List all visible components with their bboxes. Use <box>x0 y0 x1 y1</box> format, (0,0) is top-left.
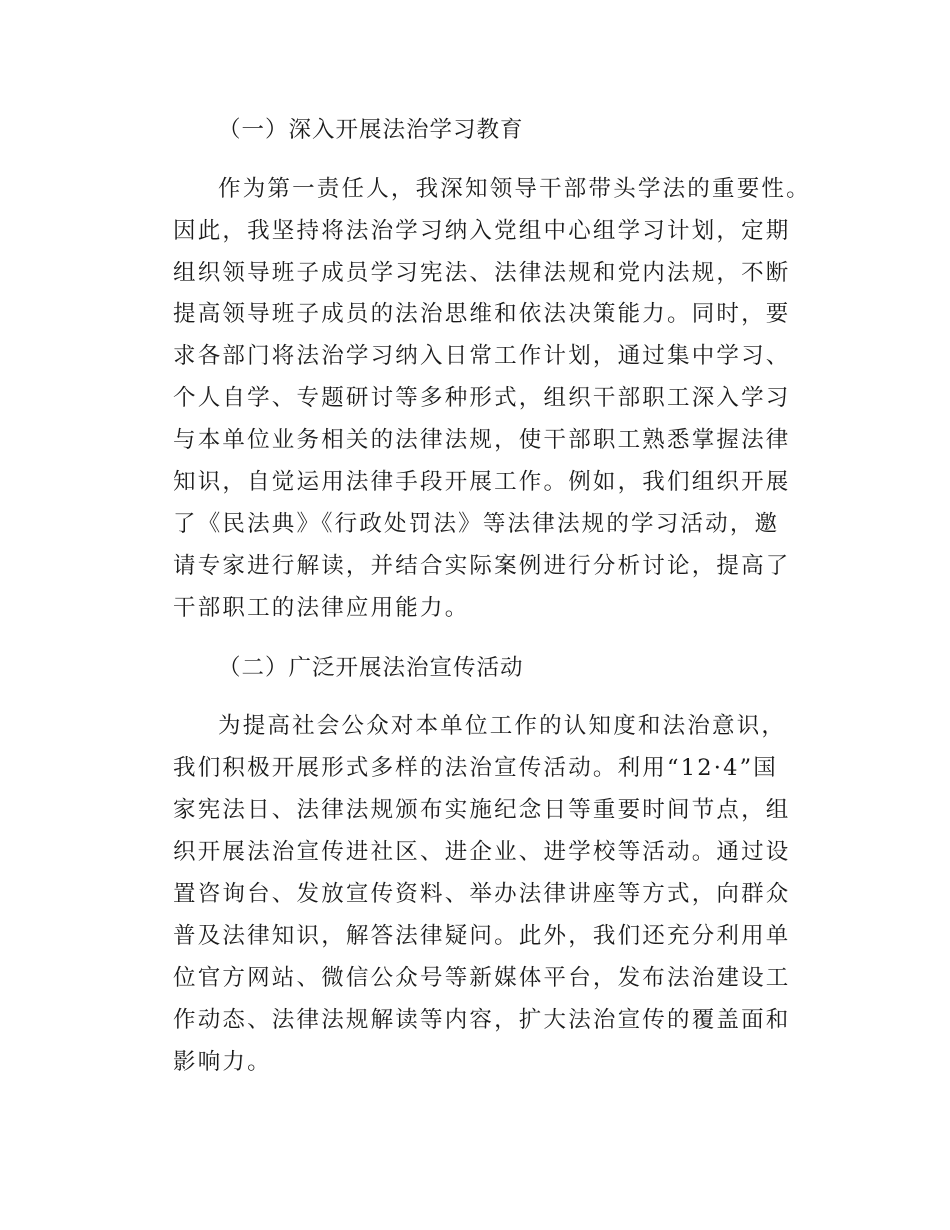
section-1-line-6: 个人自学、专题研讨等多种形式，组织干部职工深入学习 <box>173 385 791 411</box>
section-1-line-7: 与本单位业务相关的法律法规，使干部职工熟悉掌握法律 <box>173 427 791 453</box>
section-1-line-2: 因此，我坚持将法治学习纳入党组中心组学习计划，定期 <box>173 218 791 244</box>
section-1-line-3: 组织领导班子成员学习宪法、法律法规和党内法规，不断 <box>173 260 791 286</box>
section-2-line-8: 作动态、法律法规解读等内容，扩大法治宣传的覆盖面和 <box>173 1007 791 1033</box>
section-1-line-1: 作为第一责任人，我深知领导干部带头学法的重要性。 <box>218 176 811 202</box>
section-1-line-4: 提高领导班子成员的法治思维和依法决策能力。同时，要 <box>173 301 791 327</box>
section-2-line-1: 为提高社会公众对本单位工作的认知度和法治意识， <box>218 713 787 739</box>
section-2-line-7: 位官方网站、微信公众号等新媒体平台，发布法治建设工 <box>173 965 791 991</box>
section-2-line-2: 我们积极开展形式多样的法治宣传活动。利用“12·4”国 <box>173 755 779 781</box>
section-2-line-5: 置咨询台、发放宣传资料、举办法律讲座等方式，向群众 <box>173 881 791 907</box>
section-2-heading: （二）广泛开展法治宣传活动 <box>218 655 524 681</box>
section-1-line-8: 知识，自觉运用法律手段开展工作。例如，我们组织开展 <box>173 469 791 495</box>
section-2-line-4: 织开展法治宣传进社区、进企业、进学校等活动。通过设 <box>173 839 791 865</box>
section-2-line-9: 影响力。 <box>173 1049 272 1075</box>
section-1-line-5: 求各部门将法治学习纳入日常工作计划，通过集中学习、 <box>173 343 791 369</box>
section-1-line-9: 了《民法典》《行政处罚法》等法律法规的学习活动，邀 <box>173 511 780 537</box>
section-2-line-6: 普及法律知识，解答法律疑问。此外，我们还充分利用单 <box>173 923 791 949</box>
section-1-line-10: 请专家进行解读，并结合实际案例进行分析讨论，提高了 <box>173 553 791 579</box>
section-1-heading: （一）深入开展法治学习教育 <box>218 117 524 143</box>
section-1-line-11: 干部职工的法律应用能力。 <box>173 595 470 621</box>
section-2-line-3: 家宪法日、法律法规颁布实施纪念日等重要时间节点，组 <box>173 797 791 823</box>
